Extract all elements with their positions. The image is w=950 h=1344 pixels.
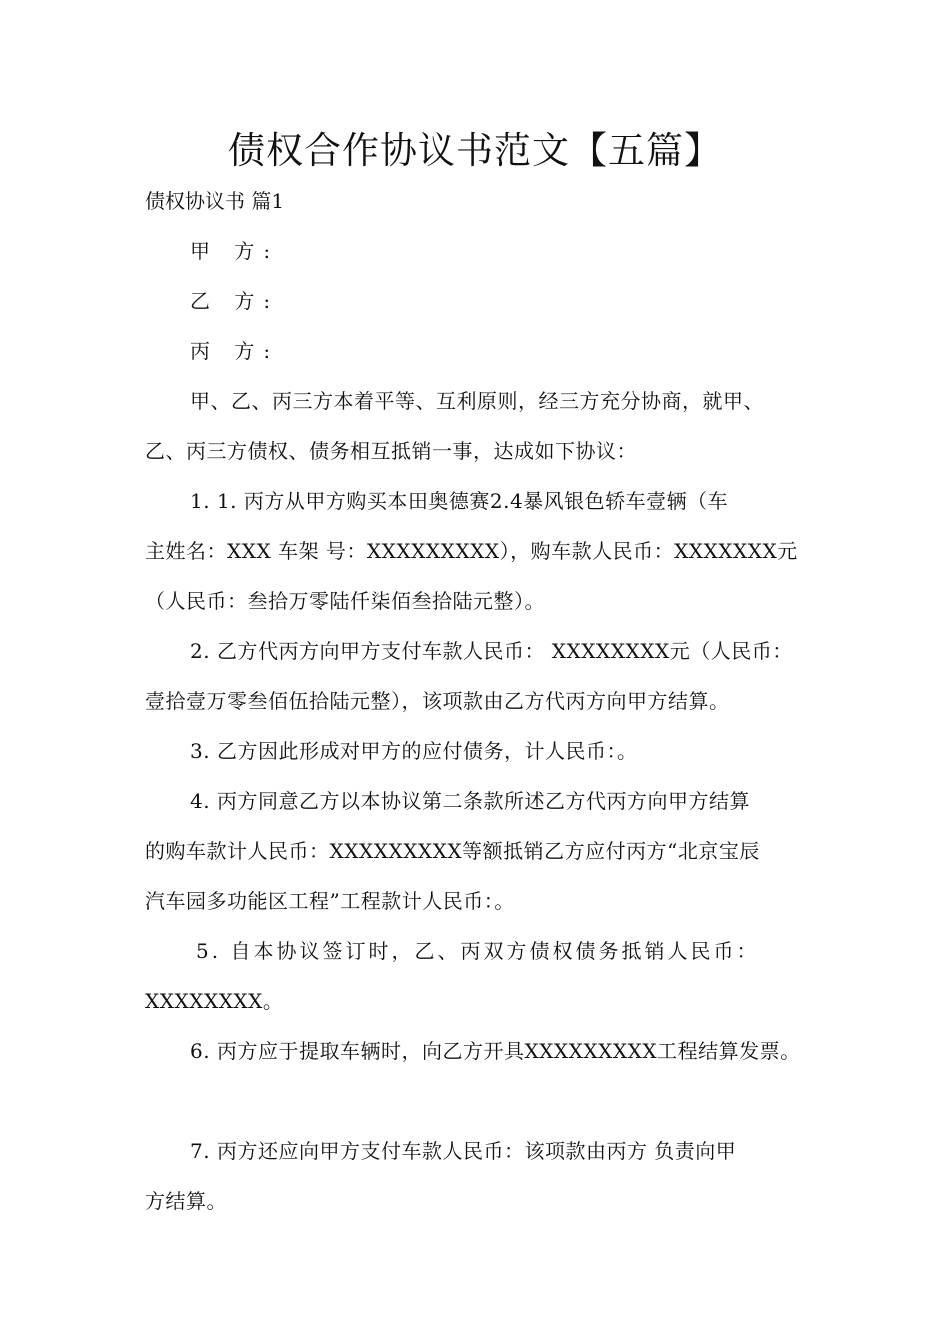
- party-b-label: 乙 方:: [190, 289, 280, 313]
- party-a-label: 甲 方:: [190, 239, 280, 263]
- clause-7-line: 方结算。: [145, 1189, 227, 1213]
- clause-5-line: 5. 自本协议签订时，乙、丙双方债权债务抵销人民币：: [196, 939, 760, 963]
- preamble-line: 乙、丙三方债权、债务相互抵销一事，达成如下协议：: [145, 439, 637, 463]
- preamble-line: 甲、乙、丙三方本着平等、互利原则，经三方充分协商，就甲、: [190, 389, 764, 413]
- clause-1-line: （人民币：叁拾万零陆仟柒佰叁拾陆元整）。: [145, 589, 545, 613]
- clause-1-line: 1. 1. 丙方从甲方购买本田奥德赛2.4暴风银色轿车壹辆（车: [190, 489, 729, 513]
- document-title: 债权合作协议书范文【五篇】: [228, 129, 722, 172]
- clause-7-line: 7. 丙方还应向甲方支付车款人民币：该项款由丙方 负责向甲: [190, 1139, 737, 1163]
- clause-1-line: 主姓名：XXX 车架 号：XXXXXXXXX），购车款人民币：XXXXXXX元: [145, 539, 798, 563]
- section-heading: 债权协议书 篇1: [145, 189, 285, 213]
- clause-4-line: 的购车款计人民币：XXXXXXXXX等额抵销乙方应付丙方“北京宝辰: [145, 839, 760, 863]
- party-c-label: 丙 方:: [190, 339, 280, 363]
- clause-5-line: XXXXXXXX。: [145, 989, 284, 1013]
- clause-2-line: 2. 乙方代丙方向甲方支付车款人民币： XXXXXXXX元（人民币：: [190, 639, 793, 663]
- clause-3-line: 3. 乙方因此形成对甲方的应付债务，计人民币：。: [190, 739, 638, 763]
- clause-4-line: 汽车园多功能区工程”工程款计人民币：。: [145, 889, 515, 913]
- clause-4-line: 4. 丙方同意乙方以本协议第二条款所述乙方代丙方向甲方结算: [190, 789, 750, 813]
- clause-2-line: 壹拾壹万零叁佰伍拾陆元整），该项款由乙方代丙方向甲方结算。: [145, 689, 730, 713]
- clause-6-line: 6. 丙方应于提取车辆时，向乙方开具XXXXXXXXX工程结算发票。: [190, 1039, 801, 1063]
